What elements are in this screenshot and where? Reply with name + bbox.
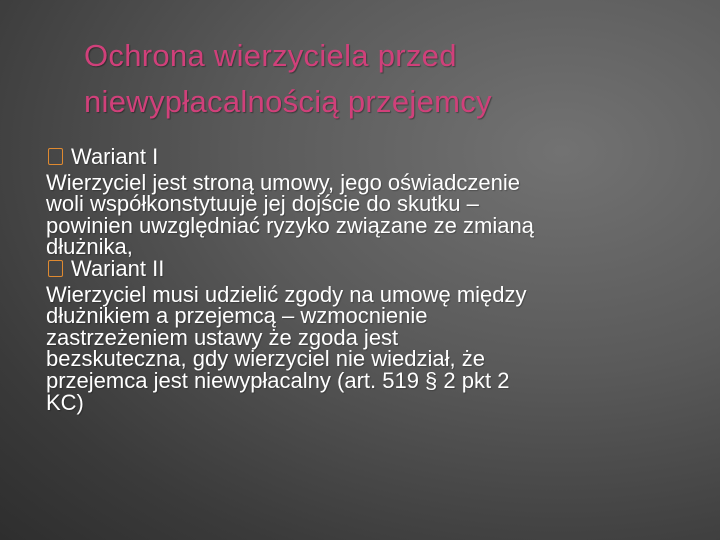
bullet-item-wariant-1 <box>46 146 696 168</box>
bullet-text-line: zastrzeżeniem ustawy że zgoda jest <box>46 324 399 350</box>
square-bullet-icon <box>48 260 63 277</box>
bullet-item-wariant-2 <box>46 255 696 281</box>
slide-title <box>84 33 704 125</box>
bullet-text-line: woli współkonstytuuje jej dojście do skutku – <box>46 191 479 217</box>
square-bullet-icon <box>48 148 63 165</box>
bullet-text-line: dłużnika, <box>46 234 133 260</box>
bullet-text-line: przejemca jest niewypłacalny (art. 519 § 2 pkt 2 <box>46 367 510 393</box>
bullet-text-line: bezskuteczna, gdy wierzyciel nie wiedział, że <box>46 346 485 372</box>
bullet-text-line: KC) <box>46 389 84 415</box>
title-line-2: niewypłacalnością przejemcy <box>84 84 492 119</box>
bullet-text-line: powinien uwzględniać ryzyko związane ze zmianą <box>46 212 534 238</box>
bullet-text-line: Wierzyciel jest stroną umowy, jego oświadczenie <box>46 169 520 195</box>
bullet-text-line: dłużnikiem a przejemcą – wzmocnienie <box>46 303 428 329</box>
bullet-text-line: Wierzyciel musi udzielić zgody na umowę między <box>46 281 527 307</box>
slide-body <box>46 146 696 413</box>
title-line-1: Ochrona wierzyciela przed <box>84 38 457 73</box>
bullet-label: Wariant II <box>71 255 165 281</box>
bullet-label: Wariant I <box>71 144 159 169</box>
